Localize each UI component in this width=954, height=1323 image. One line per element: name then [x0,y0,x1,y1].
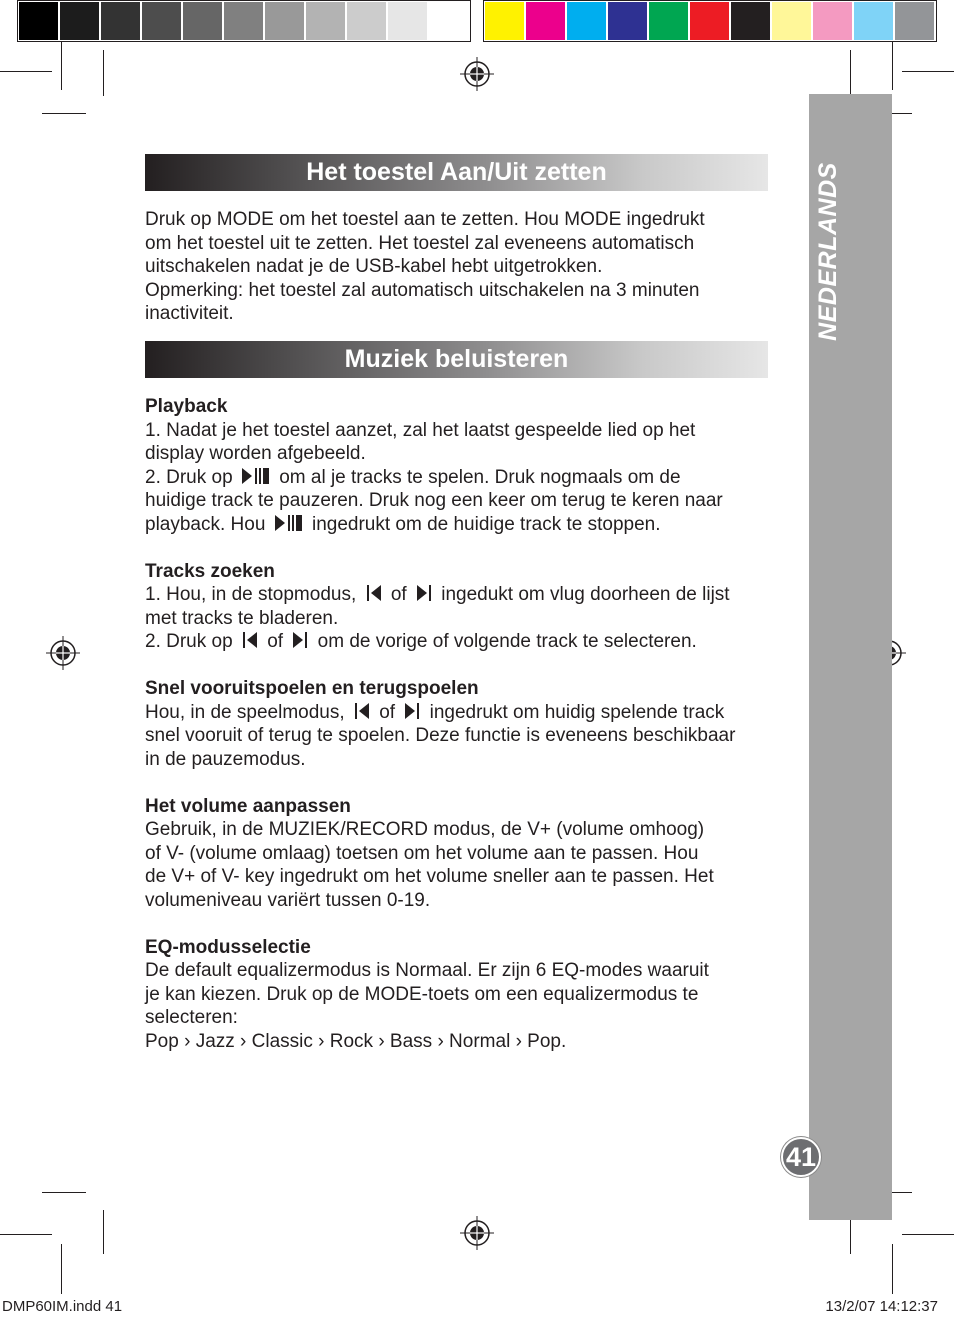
footer-timestamp: 13/2/07 14:12:37 [825,1298,938,1315]
color-swatch [895,2,934,40]
color-swatch [813,2,852,40]
color-swatch [690,2,729,40]
color-swatch [19,2,58,40]
next-track-icon [291,630,309,650]
registration-mark-icon [46,636,80,670]
color-swatch [306,2,345,40]
text-line: 1. Nadat je het toestel aanzet, zal het laatst gespeelde lied op het [145,419,696,441]
text-line: huidige track te pauzeren. Druk nog een keer om terug te keren naar [145,490,723,511]
color-swatch [347,2,386,40]
previous-track-icon [241,630,259,650]
text-line: in de pauzemodus. [145,748,306,770]
text-line: Gebruik, in de MUZIEK/RECORD modus, de V+ (volume omhoog) [145,819,705,840]
subheading-volume: Het volume aanpassen [145,795,351,817]
text-line: de V+ of V- key ingedrukt om het volume sneller aan te passen. Het [145,866,714,887]
text-line: of V- (volume omlaag) toetsen om het volume aan te passen. Hou [145,842,699,864]
text-line: je kan kiezen. Druk op de MODE-toets om een equalizermodus te [145,983,699,1005]
power-paragraph [145,208,770,326]
text-line: snel vooruit of terug te spoelen. Deze functie is eveneens beschikbaar [145,725,736,746]
subheading-seek: Snel vooruitspoelen en terugspoelen [145,678,479,699]
color-swatch [649,2,688,40]
color-swatch [429,2,468,40]
text-line: Opmerking: het toestel zal automatisch uitschakelen na 3 minuten [145,279,700,301]
text-line: playback. Hou ingedrukt om de huidige track te stoppen. [145,513,661,535]
color-swatch [142,2,181,40]
play-pause-icon [274,513,304,533]
color-swatch [101,2,140,40]
next-track-icon [403,701,421,721]
page-number: 41 [781,1137,821,1177]
eq-sequence: Pop › Jazz › Classic › Rock › Bass › Normal › Pop. [145,1030,567,1052]
color-swatch [772,2,811,40]
color-swatch [224,2,263,40]
color-swatch [60,2,99,40]
section-heading-music: Muziek beluisteren [145,341,768,378]
registration-mark-icon [460,57,494,91]
subheading-tracks: Tracks zoeken [145,560,275,582]
color-swatch [388,2,427,40]
text-line: 2. Druk op om al je tracks te spelen. Druk nogmaals om de [145,466,681,488]
text-line: uitschakelen nadat je de USB-kabel hebt uitgetrokken. [145,256,603,277]
text-line: 1. Hou, in de stopmodus, of ingedukt om vlug doorheen de lijst [145,584,730,605]
text-line: om het toestel uit te zetten. Het toestel zal eveneens automatisch [145,232,695,254]
play-pause-icon [241,466,271,486]
next-track-icon [415,583,433,603]
footer-file-info: DMP60IM.indd 41 [2,1298,123,1315]
text-line: inactiviteit. [145,303,234,324]
subheading-playback: Playback [145,396,228,417]
text-line: 2. Druk op of om de vorige of volgende track te selecteren. [145,631,697,652]
subheading-eq: EQ-modusselectie [145,936,311,958]
previous-track-icon [365,583,383,603]
registration-mark-icon [460,1216,494,1250]
text-line: volumeniveau variërt tussen 0-19. [145,889,431,911]
color-swatch [526,2,565,40]
text-line: De default equalizermodus is Normaal. Er zijn 6 EQ-modes waaruit [145,960,709,981]
color-swatch [608,2,647,40]
text-line: display worden afgebeeld. [145,443,366,464]
previous-track-icon [353,701,371,721]
text-line: Hou, in de speelmodus, of ingedrukt om huidig spelende track [145,701,725,723]
language-label: NEDERLANDS [813,161,842,341]
text-line: met tracks te bladeren. [145,607,339,629]
music-body [145,395,770,1053]
color-swatch [854,2,893,40]
color-swatch [265,2,304,40]
color-swatch [485,2,524,40]
color-swatch [183,2,222,40]
text-line: Druk op MODE om het toestel aan te zetten. Hou MODE ingedrukt [145,209,705,230]
section-heading-power: Het toestel Aan/Uit zetten [145,154,768,191]
color-swatch [731,2,770,40]
color-swatch [567,2,606,40]
text-line: selecteren: [145,1007,238,1028]
